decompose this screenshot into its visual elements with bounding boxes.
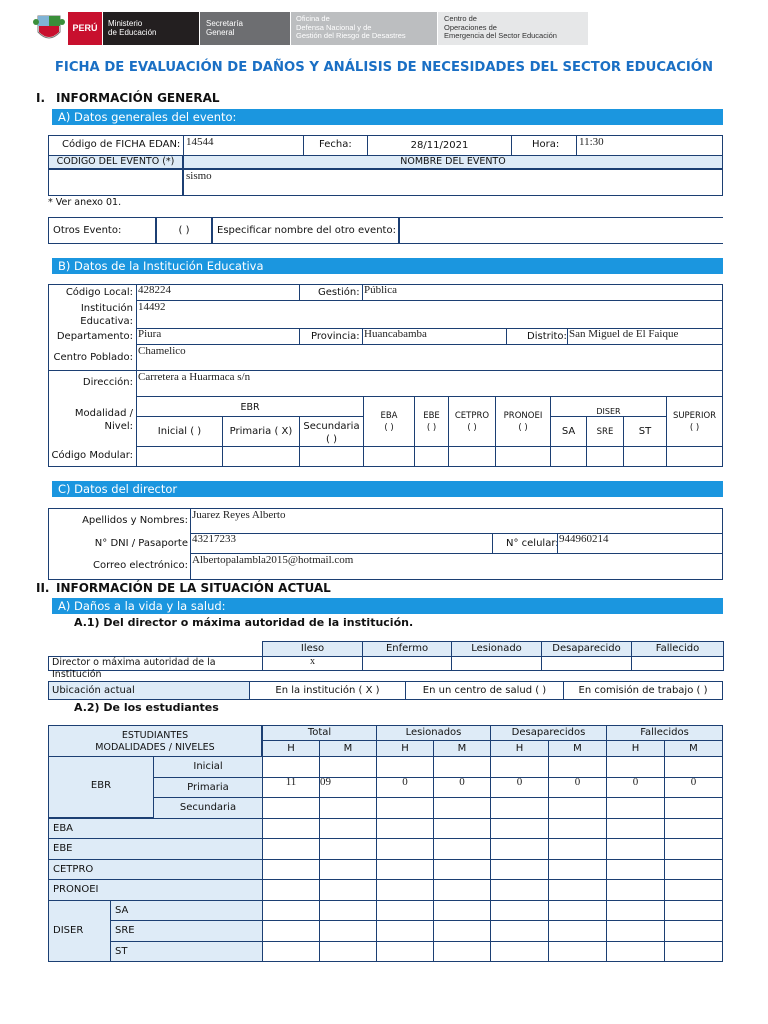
student-count-cell[interactable] [433, 920, 491, 942]
a1-heading: A.1) Del director o máxima autoridad de la institución. [74, 616, 414, 629]
dni-label: N° DNI / Pasaporte [94, 538, 188, 549]
page-title: FICHA DE EVALUACIÓN DE DAÑOS Y ANÁLISIS DE NECESIDADES DEL SECTOR EDUCACIÓN [54, 60, 714, 75]
apellidos-field[interactable]: Juarez Reyes Alberto [190, 508, 723, 534]
ubicacion-comision[interactable]: En comisión de trabajo ( ) [563, 681, 723, 700]
modalidad-row-label: PRONOEI [48, 879, 263, 901]
student-count-cell[interactable] [548, 818, 607, 840]
student-count-cell[interactable] [376, 756, 434, 778]
a1-col-header: Lesionado [451, 641, 542, 657]
correo-label: Correo electrónico: [93, 560, 188, 571]
student-count-cell[interactable] [548, 920, 607, 942]
hora-label: Hora: [532, 139, 560, 150]
codigo-evento-field[interactable] [48, 169, 183, 196]
nombre-evento-field[interactable]: sismo [183, 169, 723, 196]
gestion-field[interactable]: Pública [362, 284, 723, 301]
inicial-option[interactable]: Inicial ( ) [136, 416, 223, 447]
diser-st-option[interactable]: ST [623, 416, 667, 447]
distrito-label: Distrito: [527, 331, 567, 342]
section-2a-bar: A) Daños a la vida y la salud: [52, 598, 723, 614]
student-count-cell[interactable] [433, 838, 491, 860]
codigo-ficha-label: Código de FICHA EDAN: [62, 139, 181, 150]
pronoei-option[interactable]: PRONOEI ( ) [495, 396, 551, 447]
especificar-label-cell: Especificar nombre del otro evento: [212, 217, 399, 244]
provincia-field[interactable]: Huancabamba [362, 328, 507, 345]
fecha-label: Fecha: [319, 139, 352, 150]
student-count-cell[interactable] [319, 838, 377, 860]
a2-heading: A.2) De los estudiantes [74, 701, 219, 714]
student-count-cell[interactable] [376, 900, 434, 922]
oficina-badge: Oficina de Defensa Nacional y de Gestión del Riesgo de Desastres [291, 12, 437, 45]
student-count-cell[interactable] [664, 941, 723, 963]
diser-sre-option[interactable]: SRE [586, 416, 624, 447]
ebr-header: EBR [136, 396, 364, 417]
ebr-row-header: EBR [48, 756, 154, 818]
student-count-cell[interactable] [490, 818, 549, 840]
student-count-cell[interactable] [490, 879, 549, 901]
fecha-field[interactable]: 28/11/2021 [367, 135, 512, 156]
student-count-cell[interactable] [490, 859, 549, 881]
codigo-modular-inicial[interactable] [136, 446, 223, 467]
a2-group-header: Fallecidos [606, 725, 723, 741]
codigo-modular-cetpro[interactable] [448, 446, 496, 467]
section-1-number: I. [36, 91, 46, 105]
student-count-cell[interactable] [319, 879, 377, 901]
student-count-cell[interactable] [490, 756, 549, 778]
student-count-cell[interactable] [606, 879, 665, 901]
student-count-cell[interactable] [376, 838, 434, 860]
student-count-cell[interactable] [548, 797, 607, 819]
student-count-cell[interactable] [490, 941, 549, 963]
a2-group-header: Desaparecidos [490, 725, 607, 741]
a2-h-header: H [376, 740, 434, 757]
student-count-cell[interactable] [606, 900, 665, 922]
section-c-bar: C) Datos del director [52, 481, 723, 497]
diser-row-header: DISER [48, 900, 111, 963]
student-count-cell[interactable] [548, 941, 607, 963]
student-count-cell[interactable] [490, 900, 549, 922]
student-count-cell[interactable] [606, 797, 665, 819]
centro-poblado-field[interactable]: Chamelico [136, 344, 723, 371]
student-count-cell[interactable]: 09 [319, 777, 377, 799]
student-count-cell[interactable] [262, 797, 320, 819]
student-count-cell[interactable] [319, 756, 377, 778]
section-1-heading: INFORMACIÓN GENERAL [56, 91, 220, 105]
codigo-modular-ebe[interactable] [414, 446, 449, 467]
a1-col-header: Ileso [262, 641, 363, 657]
student-count-cell[interactable] [262, 838, 320, 860]
student-count-cell[interactable] [433, 797, 491, 819]
student-count-cell[interactable] [664, 818, 723, 840]
modalidad-label: Modalidad / Nivel: [74, 408, 133, 432]
codigo-modular-sre[interactable] [586, 446, 624, 467]
student-count-cell[interactable] [262, 900, 320, 922]
section-2-heading: INFORMACIÓN DE LA SITUACIÓN ACTUAL [56, 581, 331, 595]
student-count-cell[interactable] [548, 879, 607, 901]
student-count-cell[interactable] [548, 900, 607, 922]
codigo-modular-eba[interactable] [363, 446, 415, 467]
student-count-cell[interactable] [319, 818, 377, 840]
provincia-label: Provincia: [311, 331, 360, 342]
estudiantes-header: ESTUDIANTES MODALIDADES / NIVELES [48, 725, 262, 757]
student-count-cell[interactable] [433, 818, 491, 840]
student-count-cell[interactable] [376, 797, 434, 819]
director-row-label: Director o máxima autoridad de la Institución [48, 656, 263, 671]
modalidad-row-label: EBE [48, 838, 263, 860]
student-count-cell[interactable] [490, 920, 549, 942]
section-b-bar: B) Datos de la Institución Educativa [52, 258, 723, 274]
apellidos-label: Apellidos y Nombres: [82, 515, 188, 526]
codigo-modular-primaria[interactable] [222, 446, 300, 467]
student-count-cell[interactable] [319, 859, 377, 881]
departamento-label: Departamento: [56, 331, 133, 342]
a1-corner [48, 641, 263, 657]
ministerio-badge: Ministerio de Educación [103, 12, 199, 45]
a2-m-header: M [548, 740, 607, 757]
codigo-local-label: Código Local: [65, 287, 133, 298]
diser-sub-label: SRE [110, 920, 263, 942]
a2-group-header: Lesionados [376, 725, 491, 741]
student-count-cell[interactable] [376, 818, 434, 840]
diser-sa-option[interactable]: SA [550, 416, 587, 447]
student-count-cell[interactable] [490, 797, 549, 819]
ubicacion-centro-salud[interactable]: En un centro de salud ( ) [405, 681, 564, 700]
ubicacion-label: Ubicación actual [48, 681, 250, 700]
a2-m-header: M [433, 740, 491, 757]
codigo-modular-st[interactable] [623, 446, 667, 467]
a2-m-header: M [664, 740, 723, 757]
otros-evento-checkbox[interactable]: ( ) [156, 217, 212, 244]
student-count-cell[interactable] [319, 941, 377, 963]
codigo-modular-label: Código Modular: [51, 450, 133, 461]
celular-label: N° celular: [506, 538, 559, 549]
student-count-cell[interactable] [664, 859, 723, 881]
a2-group-header: Total [262, 725, 377, 741]
institucion-field[interactable]: 14492 [136, 300, 723, 329]
section-a-bar: A) Datos generales del evento: [52, 109, 723, 125]
student-count-cell[interactable]: 11 [262, 777, 320, 799]
student-count-cell[interactable] [433, 941, 491, 963]
nombre-evento-header: NOMBRE DEL EVENTO [183, 155, 723, 169]
peru-coat-of-arms-icon [32, 12, 66, 45]
primaria-option[interactable]: Primaria ( X) [222, 416, 300, 447]
eba-option[interactable]: EBA ( ) [363, 396, 415, 447]
ebr-nivel-label: Primaria [153, 777, 263, 799]
student-count-cell[interactable] [262, 756, 320, 778]
a1-col-header: Enfermo [362, 641, 452, 657]
student-count-cell[interactable]: 0 [606, 777, 665, 799]
student-count-cell[interactable] [262, 879, 320, 901]
student-count-cell[interactable] [490, 838, 549, 860]
student-count-cell[interactable] [262, 941, 320, 963]
student-count-cell[interactable] [664, 838, 723, 860]
row-divider [48, 370, 723, 371]
modalidad-row-label: EBA [48, 818, 263, 840]
especificar-field[interactable] [399, 217, 723, 244]
student-count-cell[interactable] [262, 818, 320, 840]
anexo-note: * Ver anexo 01. [48, 197, 122, 208]
student-count-cell[interactable] [664, 879, 723, 901]
diser-sub-label: SA [110, 900, 263, 922]
student-count-cell[interactable]: 0 [376, 777, 434, 799]
secretaria-badge: Secretaría General [200, 12, 290, 45]
student-count-cell[interactable] [262, 920, 320, 942]
director-status-cell[interactable]: x [262, 656, 363, 671]
student-count-cell[interactable] [319, 900, 377, 922]
student-count-cell[interactable]: 0 [664, 777, 723, 799]
institucion-label: Institución Educativa: [80, 303, 133, 327]
celular-field[interactable]: 944960214 [557, 533, 723, 554]
a1-col-header: Fallecido [631, 641, 724, 657]
superior-option[interactable]: SUPERIOR ( ) [666, 396, 723, 447]
codigo-modular-pronoei[interactable] [495, 446, 551, 467]
student-count-cell[interactable] [548, 838, 607, 860]
student-count-cell[interactable] [664, 756, 723, 778]
codigo-evento-header: CODIGO DEL EVENTO (*) [48, 155, 183, 169]
student-count-cell[interactable] [376, 920, 434, 942]
student-count-cell[interactable] [262, 859, 320, 881]
otros-evento-label-cell: Otros Evento: [48, 217, 156, 244]
diser-sub-label: ST [110, 941, 263, 963]
a2-h-header: H [606, 740, 665, 757]
student-count-cell[interactable] [376, 879, 434, 901]
director-status-cell[interactable] [362, 656, 452, 671]
a2-h-header: H [262, 740, 320, 757]
student-count-cell[interactable] [664, 920, 723, 942]
student-count-cell[interactable] [606, 756, 665, 778]
student-count-cell[interactable] [606, 941, 665, 963]
student-count-cell[interactable] [433, 879, 491, 901]
a1-col-header: Desaparecido [541, 641, 632, 657]
codigo-ficha-field[interactable]: 14544 [183, 135, 304, 156]
peru-badge: PERÚ [68, 12, 102, 45]
section-2-number: II. [36, 581, 50, 595]
gestion-label: Gestión: [318, 287, 360, 298]
codigo-local-field[interactable]: 428224 [136, 284, 300, 301]
centro-poblado-label: Centro Poblado: [53, 352, 133, 363]
student-count-cell[interactable] [606, 920, 665, 942]
a2-h-header: H [490, 740, 549, 757]
codigo-modular-sa[interactable] [550, 446, 587, 467]
ebe-option[interactable]: EBE ( ) [414, 396, 449, 447]
departamento-field[interactable]: Piura [136, 328, 300, 345]
dni-field[interactable]: 43217233 [190, 533, 493, 554]
correo-field[interactable]: Albertopalambla2015@hotmail.com [190, 553, 723, 580]
student-count-cell[interactable] [606, 859, 665, 881]
student-count-cell[interactable] [606, 838, 665, 860]
student-count-cell[interactable] [548, 756, 607, 778]
distrito-field[interactable]: San Miguel de El Faique [567, 328, 723, 345]
student-count-cell[interactable] [376, 941, 434, 963]
student-count-cell[interactable] [319, 797, 377, 819]
codigo-modular-secundaria[interactable] [299, 446, 364, 467]
student-count-cell[interactable] [319, 920, 377, 942]
director-status-cell[interactable] [451, 656, 542, 671]
student-count-cell[interactable] [606, 818, 665, 840]
director-status-cell[interactable] [541, 656, 632, 671]
student-count-cell[interactable]: 0 [433, 777, 491, 799]
hora-field[interactable]: 11:30 [576, 135, 723, 156]
modalidad-row-label: CETPRO [48, 859, 263, 881]
student-count-cell[interactable] [548, 859, 607, 881]
ubicacion-institucion[interactable]: En la institución ( X ) [249, 681, 406, 700]
student-count-cell[interactable] [433, 900, 491, 922]
cetpro-option[interactable]: CETPRO ( ) [448, 396, 496, 447]
student-count-cell[interactable]: 0 [490, 777, 549, 799]
secundaria-option[interactable]: Secundaria ( ) [299, 416, 364, 447]
direccion-field[interactable]: Carretera a Huarmaca s/n [136, 370, 723, 397]
direccion-label: Dirección: [82, 377, 133, 388]
ebr-nivel-label: Secundaria [153, 797, 263, 819]
header-logo-strip [32, 12, 588, 45]
diser-header: DISER [550, 396, 667, 417]
a2-m-header: M [319, 740, 377, 757]
codigo-modular-superior[interactable] [666, 446, 723, 467]
student-count-cell[interactable] [376, 859, 434, 881]
student-count-cell[interactable] [433, 756, 491, 778]
student-count-cell[interactable] [664, 900, 723, 922]
student-count-cell[interactable] [433, 859, 491, 881]
director-status-cell[interactable] [631, 656, 724, 671]
centro-badge: Centro de Operaciones de Emergencia del Sector Educación [438, 12, 588, 45]
student-count-cell[interactable] [664, 797, 723, 819]
ebr-nivel-label: Inicial [153, 756, 263, 778]
student-count-cell[interactable]: 0 [548, 777, 607, 799]
